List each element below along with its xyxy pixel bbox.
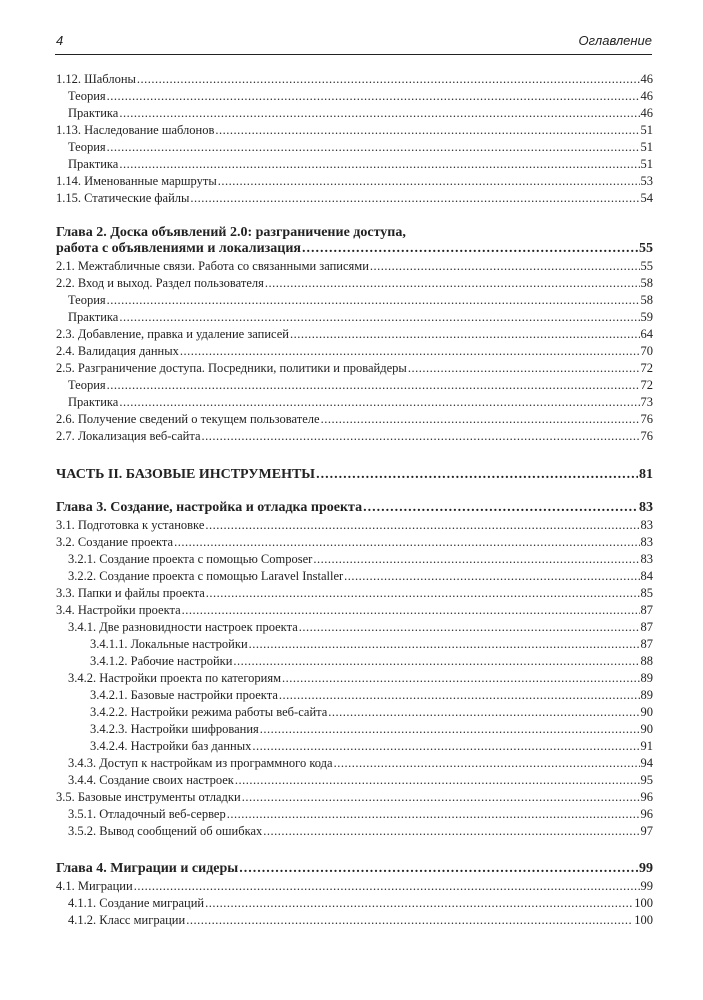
toc-entry-title: 2.7. Локализация веб-сайта <box>56 429 201 443</box>
toc-entry[interactable] <box>56 343 653 359</box>
toc-entry[interactable] <box>56 534 653 550</box>
toc-entry[interactable] <box>68 551 653 567</box>
toc-entry-title: 3.4.2.2. Настройки режима работы веб-сайта <box>90 705 328 719</box>
toc-dot-leader <box>205 517 639 533</box>
toc-entry-title: 3.4.2.4. Настройки баз данных <box>90 739 252 753</box>
toc-entry[interactable] <box>68 156 653 172</box>
toc-dot-leader <box>344 568 639 584</box>
toc-dot-leader <box>408 360 640 376</box>
toc-page-number: 85 <box>640 586 653 600</box>
toc-dot-leader <box>134 878 640 894</box>
toc-dot-leader <box>182 602 640 618</box>
toc-entry[interactable] <box>90 653 653 669</box>
toc-page-number: 83 <box>640 552 653 566</box>
toc-entry-title: 1.14. Именованные маршруты <box>56 174 217 188</box>
toc-dot-leader <box>263 823 639 839</box>
toc-page-number: 83 <box>639 500 653 515</box>
toc-entry-title: 4.1.2. Класс миграции <box>68 913 186 927</box>
toc-entry[interactable] <box>68 394 653 410</box>
toc-dot-leader <box>239 861 638 877</box>
toc-entry-title: 3.4.1.2. Рабочие настройки <box>90 654 233 668</box>
toc-dot-leader <box>313 551 639 567</box>
toc-page-number: 87 <box>640 603 653 617</box>
toc-page-number: 72 <box>640 378 653 392</box>
toc-dot-leader <box>137 71 640 87</box>
toc-entry[interactable] <box>56 326 653 342</box>
toc-page-number: 76 <box>640 412 653 426</box>
toc-entry[interactable] <box>68 309 653 325</box>
toc-page-number: 70 <box>640 344 653 358</box>
toc-entry-title: 3.2.1. Создание проекта с помощью Composer <box>68 552 313 566</box>
toc-page-number: 90 <box>640 705 653 719</box>
toc-entry[interactable] <box>90 721 653 737</box>
toc-dot-leader <box>180 343 640 359</box>
toc-page-number: 51 <box>640 140 653 154</box>
toc-dot-leader <box>328 704 639 720</box>
toc-page-number: 53 <box>640 174 653 188</box>
toc-entry[interactable] <box>68 823 653 839</box>
toc-page-number: 87 <box>640 620 653 634</box>
toc-entry[interactable] <box>56 428 653 444</box>
toc-entry[interactable] <box>68 912 653 928</box>
toc-page-number: 94 <box>640 756 653 770</box>
toc-entry-title: 3.5. Базовые инструменты отладки <box>56 790 241 804</box>
toc-entry-title: 1.12. Шаблоны <box>56 72 136 86</box>
toc-entry-title: 3.2.2. Создание проекта с помощью Laravel Installer <box>68 569 344 583</box>
toc-entry[interactable] <box>68 772 653 788</box>
toc-entry[interactable] <box>68 895 653 911</box>
toc-dot-leader <box>107 88 640 104</box>
toc-dot-leader <box>107 377 640 393</box>
toc-dot-leader <box>279 687 640 703</box>
toc-entry[interactable] <box>68 806 653 822</box>
toc-page-number: 90 <box>640 722 653 736</box>
toc-entry[interactable] <box>68 88 653 104</box>
toc-page-number: 97 <box>640 824 653 838</box>
toc-dot-leader <box>233 653 639 669</box>
toc-dot-leader <box>107 139 640 155</box>
toc-entry-title: Глава 4. Миграции и сидеры <box>56 861 239 876</box>
toc-entry-title: 3.5.2. Вывод сообщений об ошибках <box>68 824 263 838</box>
toc-heading[interactable] <box>56 500 653 516</box>
toc-heading[interactable] <box>56 467 653 483</box>
toc-entry-title: 1.15. Статические файлы <box>56 191 190 205</box>
toc-entry[interactable] <box>56 360 653 376</box>
toc-entry-title: Теория <box>68 378 106 392</box>
toc-dot-leader <box>119 156 639 172</box>
toc-entry-title: 1.13. Наследование шаблонов <box>56 123 215 137</box>
toc-entry[interactable] <box>56 190 653 206</box>
toc-entry-title: Практика <box>68 310 119 324</box>
toc-entry-title: Практика <box>68 157 119 171</box>
toc-dot-leader <box>252 738 639 754</box>
toc-dot-leader <box>265 275 640 291</box>
toc-dot-leader <box>334 755 640 771</box>
toc-page-number: 100 <box>634 913 653 927</box>
toc-entry[interactable] <box>56 411 653 427</box>
toc-dot-leader <box>205 895 633 911</box>
toc-entry-title: 3.4.2. Настройки проекта по категориям <box>68 671 282 685</box>
header-rule <box>55 54 652 55</box>
toc-dot-leader <box>282 670 639 686</box>
toc-dot-leader <box>370 258 640 274</box>
toc-dot-leader <box>302 241 638 257</box>
toc-entry[interactable] <box>68 377 653 393</box>
toc-page-number: 46 <box>640 72 653 86</box>
toc-entry[interactable] <box>68 568 653 584</box>
toc-entry-title: 2.4. Валидация данных <box>56 344 179 358</box>
toc-entry-title: Теория <box>68 293 106 307</box>
toc-page-number: 54 <box>640 191 653 205</box>
toc-heading[interactable] <box>56 861 653 877</box>
toc-dot-leader <box>290 326 640 342</box>
toc-entry-title: 2.5. Разграничение доступа. Посредники, политики и провайдеры <box>56 361 407 375</box>
toc-dot-leader <box>227 806 640 822</box>
toc-dot-leader <box>119 309 639 325</box>
toc-entry[interactable] <box>56 122 653 138</box>
toc-entry[interactable] <box>90 636 653 652</box>
toc-page-number: 89 <box>640 671 653 685</box>
toc-entry-title: 3.4.2.1. Базовые настройки проекта <box>90 688 278 702</box>
toc-entry-title: 3.4. Настройки проекта <box>56 603 181 617</box>
toc-entry[interactable] <box>68 670 653 686</box>
toc-page-number: 83 <box>640 518 653 532</box>
toc-entry-title: 3.4.1.1. Локальные настройки <box>90 637 248 651</box>
toc-dot-leader <box>107 292 640 308</box>
toc-page-number: 76 <box>640 429 653 443</box>
toc-dot-leader <box>321 411 640 427</box>
toc-entry[interactable] <box>68 139 653 155</box>
toc-dot-leader <box>119 394 639 410</box>
toc-entry-title: 3.2. Создание проекта <box>56 535 174 549</box>
toc-dot-leader <box>174 534 639 550</box>
toc-dot-leader <box>202 428 640 444</box>
toc-entry[interactable] <box>68 105 653 121</box>
toc-entry-title: 2.1. Межтабличные связи. Работа со связанными записями <box>56 259 369 273</box>
toc-entry[interactable] <box>56 602 653 618</box>
toc-page-number: 95 <box>640 773 653 787</box>
toc-entry-title: ЧАСТЬ II. БАЗОВЫЕ ИНСТРУМЕНТЫ <box>56 467 316 482</box>
toc-entry-title: 4.1. Миграции <box>56 879 133 893</box>
running-header-title: Оглавление <box>578 33 652 48</box>
toc-dot-leader <box>235 772 640 788</box>
toc-entry-title: 2.3. Добавление, правка и удаление записей <box>56 327 289 341</box>
toc-page-number: 59 <box>640 310 653 324</box>
toc-page-number: 72 <box>640 361 653 375</box>
toc-page-number: 51 <box>640 123 653 137</box>
toc-page-number: 99 <box>640 879 653 893</box>
toc-page-number: 46 <box>640 106 653 120</box>
toc-entry[interactable] <box>90 687 653 703</box>
toc-entry-title: 3.1. Подготовка к установке <box>56 518 205 532</box>
toc-page-number: 88 <box>640 654 653 668</box>
toc-page-number: 99 <box>639 861 653 876</box>
toc-dot-leader <box>363 500 638 516</box>
toc-dot-leader <box>249 636 640 652</box>
toc-entry-title: Глава 3. Создание, настройка и отладка проекта <box>56 500 363 515</box>
toc-dot-leader <box>242 789 640 805</box>
toc-entry[interactable] <box>56 789 653 805</box>
toc-page-number: 55 <box>639 241 653 256</box>
chapter-2-title-line1: Глава 2. Доска объявлений 2.0: разграничение доступа, <box>56 225 406 240</box>
toc-page-number: 81 <box>639 467 653 482</box>
toc-dot-leader <box>186 912 633 928</box>
toc-entry[interactable] <box>56 173 653 189</box>
toc-entry-title: 4.1.1. Создание миграций <box>68 896 205 910</box>
toc-entry-title: 3.4.2.3. Настройки шифрования <box>90 722 259 736</box>
toc-entry-title: 3.4.1. Две разновидности настроек проекта <box>68 620 298 634</box>
toc-entry-title: 3.4.3. Доступ к настройкам из программного кода <box>68 756 333 770</box>
toc-entry-title: Теория <box>68 89 106 103</box>
toc-page-number: 55 <box>640 259 653 273</box>
toc-entry[interactable] <box>56 71 653 87</box>
toc-entry[interactable] <box>90 738 653 754</box>
toc-entry-title: Практика <box>68 395 119 409</box>
toc-entry[interactable] <box>56 275 653 291</box>
toc-page-number: 100 <box>634 896 653 910</box>
toc-dot-leader <box>190 190 639 206</box>
toc-entry[interactable] <box>56 585 653 601</box>
toc-entry[interactable] <box>56 517 653 533</box>
page-number: 4 <box>56 33 64 48</box>
toc-entry-title: 3.5.1. Отладочный веб-сервер <box>68 807 226 821</box>
toc-heading[interactable] <box>56 241 653 257</box>
toc-page-number: 58 <box>640 293 653 307</box>
toc-page-number: 83 <box>640 535 653 549</box>
toc-page-number: 84 <box>640 569 653 583</box>
toc-entry-title: Теория <box>68 140 106 154</box>
toc-dot-leader <box>119 105 639 121</box>
toc-page-number: 46 <box>640 89 653 103</box>
toc-page-number: 96 <box>640 790 653 804</box>
toc-entry[interactable] <box>90 704 653 720</box>
toc-entry[interactable] <box>68 755 653 771</box>
toc-entry-title: 2.6. Получение сведений о текущем пользователе <box>56 412 320 426</box>
toc-entry[interactable] <box>56 258 653 274</box>
toc-page-number: 89 <box>640 688 653 702</box>
toc-page-number: 91 <box>640 739 653 753</box>
toc-entry-title: 2.2. Вход и выход. Раздел пользователя <box>56 276 264 290</box>
toc-entry-title: 3.3. Папки и файлы проекта <box>56 586 205 600</box>
toc-entry[interactable] <box>56 878 653 894</box>
toc-page-number: 87 <box>640 637 653 651</box>
toc-dot-leader <box>316 467 638 483</box>
toc-entry-title: работа с объявлениями и локализация <box>56 241 301 256</box>
toc-dot-leader <box>206 585 640 601</box>
toc-entry-title: 3.4.4. Создание своих настроек <box>68 773 234 787</box>
toc-dot-leader <box>299 619 640 635</box>
toc-dot-leader <box>218 173 640 189</box>
toc-entry[interactable] <box>68 619 653 635</box>
toc-entry-title: Практика <box>68 106 119 120</box>
toc-dot-leader <box>260 721 640 737</box>
toc-entry[interactable] <box>68 292 653 308</box>
toc-page-number: 73 <box>640 395 653 409</box>
toc-page-number: 51 <box>640 157 653 171</box>
toc-page-number: 58 <box>640 276 653 290</box>
toc-dot-leader <box>215 122 639 138</box>
toc-page-number: 64 <box>640 327 653 341</box>
toc-page-number: 96 <box>640 807 653 821</box>
